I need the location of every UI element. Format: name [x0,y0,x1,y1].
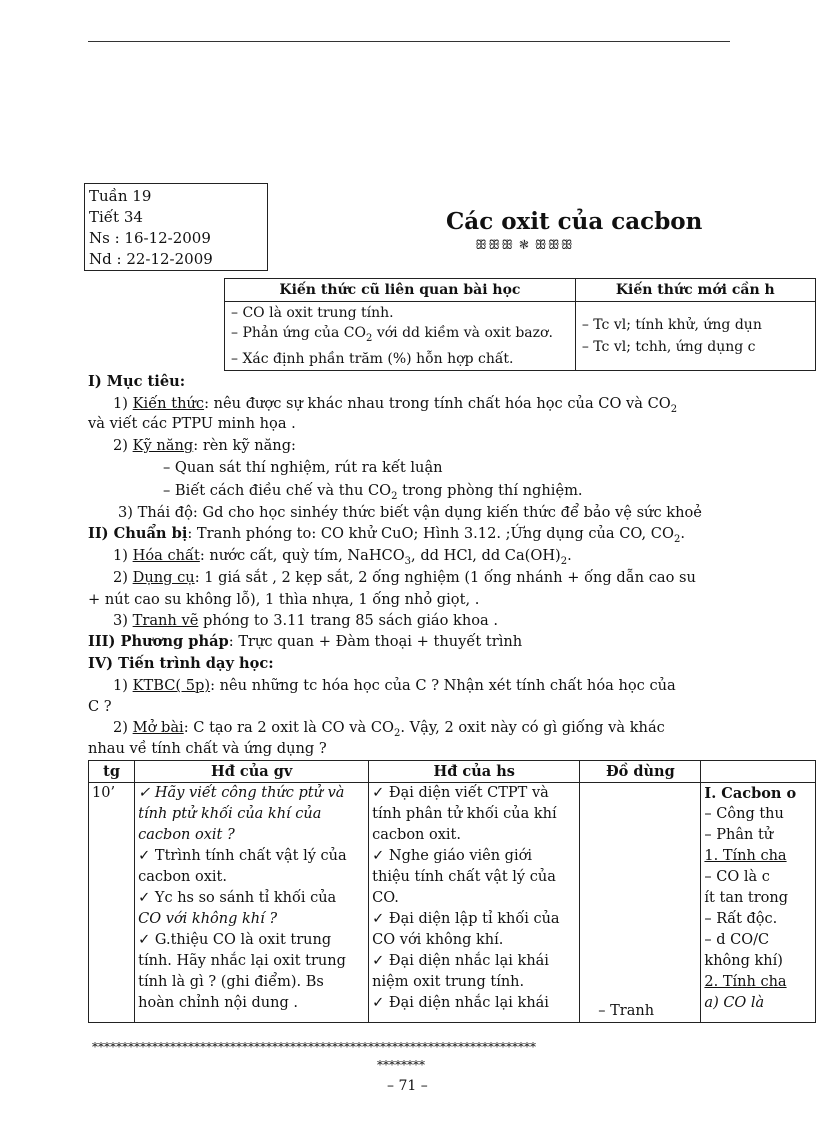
old-knowledge-line: – Xác định phần trăm (%) hỗn hợp chất. [231,350,514,367]
col-header-time: tg [89,761,135,783]
page-number: – 71 – [387,1078,428,1094]
content-line: không khí) [704,953,783,969]
section-objectives: I) Mục tiêu: [88,373,186,390]
objective-skills: 2) Kỹ năng: rèn kỹ năng: [113,437,296,454]
materials-cell: – Tranh [580,783,701,1023]
content-line: ít tan trong [704,890,789,906]
hs-line: thiệu tính chất vật lý của [372,869,556,885]
lesson-info-box [84,183,268,271]
gv-line: tính ptử khối của khí của [138,806,322,822]
week-label: Tuần 19 [89,187,152,205]
objective-attitude: 3) Thái độ: Gd cho học sinhéy thức biết vận dụng kiến thức để bảo vệ sức khoẻ [118,504,702,521]
content-line: – CO là c [704,869,770,885]
prep-pictures: 3) Tranh vẽ phóng to 3.11 trang 85 sách giáo khoa . [113,612,499,629]
old-knowledge-cell [225,302,576,371]
col-header-content [701,761,816,783]
content-line: 1. Tính cha [704,848,787,864]
content-line: – Phân tử [704,827,774,843]
gv-line: cacbon oxit ? [138,827,235,843]
footer-stars: ************************************************************************** [92,1040,536,1054]
nd-date: Nd : 22-12-2009 [89,250,213,268]
gv-line: cacbon oxit. [138,869,227,885]
process-review: 1) KTBC( 5p): nêu những tc hóa học của C ? Nhận xét tính chất hóa học của [113,677,676,694]
objective-knowledge-cont: và viết các PTPU minh họa . [88,415,296,432]
student-activity-cell [369,783,580,1023]
page-title: Các oxit của cacbon [446,208,703,235]
content-line: – Công thu [704,806,784,822]
content-cell [701,783,816,1023]
knowledge-table [224,278,816,371]
col-header-materials: Đồ dùng [580,761,701,783]
hs-line: CO với không khí. [372,932,504,948]
section-preparation: II) Chuẩn bị: Tranh phóng to: CO khử CuO; Hình 3.12. ;Ứng dụng của CO, $CO_2$. [88,525,685,545]
gv-line: ✓ G.thiệu CO là oxit trung [138,932,332,948]
gv-line: ✓ Ttrình tính chất vật lý của [138,848,347,864]
content-line: I. Cacbon o [704,785,797,802]
hs-line: ✓ Đại diện nhắc lại khái [372,995,549,1011]
activity-table [88,760,816,1023]
section-method: III) Phương pháp: Trực quan + Đàm thoại + thuyết trình [88,633,523,650]
time-cell: 10’ [89,783,135,1023]
hs-line: ✓ Nghe giáo viên giới [372,848,532,864]
hs-line: cacbon oxit. [372,827,461,843]
content-line: – d CO/C [704,932,770,948]
old-knowledge-header: Kiến thức cũ liên quan bài học [225,279,576,302]
objective-knowledge: 1) Kiến thức: nêu được sự khác nhau trong tính chất hóa học của CO và $CO_2$ [113,395,678,415]
skill-item: – Biết cách điều chế và thu $CO_2$ trong phòng thí nghiệm. [163,482,583,502]
section-process: IV) Tiến trình dạy học: [88,655,274,672]
skill-item: – Quan sát thí nghiệm, rút ra kết luận [163,459,443,476]
col-header-teacher: Hđ của gv [135,761,369,783]
gv-line: tính là gì ? (ghi điểm). Bs [138,974,324,990]
new-knowledge-line: – Tc vl; tchh, ứng dụng c [581,338,756,355]
old-knowledge-line: – CO là oxit trung tính. [231,305,394,321]
prep-tools: 2) Dụng cụ: 1 giá sắt , 2 kẹp sắt, 2 ống nghiệm (1 ống nhánh + ống dẫn cao su [113,569,696,586]
new-knowledge-header: Kiến thức mới cần h [575,279,815,302]
hs-line: ✓ Đại diện viết CTPT và [372,785,549,801]
content-line: – Rất độc. [704,911,778,927]
title-ornament: ꕥꕥꕥ ❃ ꕥꕥꕥ [475,238,574,253]
top-rule [88,41,730,42]
prep-chemicals: 1) Hóa chất: nước cất, quỳ tím, NaHCO$_3$, dd HCl, dd $Ca(OH)_2$. [113,547,572,567]
footer-stars-2: ******** [377,1058,425,1072]
hs-line: ✓ Đại diện lập tỉ khối của [372,911,560,927]
hs-line: niệm oxit trung tính. [372,974,525,990]
teacher-activity-cell [135,783,369,1023]
gv-line: ✓ Hãy viết công thức ptử và [138,785,345,801]
ns-date: Ns : 16-12-2009 [89,229,211,247]
hs-line: ✓ Đại diện nhắc lại khái [372,953,549,969]
gv-line: tính. Hãy nhắc lại oxit trung [138,953,346,969]
old-knowledge-line: – Phản ứng của $CO_2$ với dd kiềm và oxit bazơ. [231,325,553,344]
process-review-cont: C ? [88,698,112,715]
content-line: a) CO là [704,995,765,1011]
process-intro: 2) Mở bài: C tạo ra 2 oxit là CO và $CO_2$. Vậy, 2 oxit này có gì giống và khác [113,719,665,739]
hs-line: CO. [372,890,399,906]
col-header-student: Hđ của hs [369,761,580,783]
process-intro-cont: nhau về tính chất và ứng dụng ? [88,740,327,757]
gv-line: ✓ Yc hs so sánh tỉ khối của [138,890,337,906]
prep-tools-cont: + nút cao su không lỗ), 1 thìa nhựa, 1 ống nhỏ giọt, . [88,591,480,608]
content-line: 2. Tính cha [704,974,787,990]
new-knowledge-cell [575,302,815,371]
gv-line: CO với không khí ? [138,911,278,927]
gv-line: hoàn chỉnh nội dung . [138,995,298,1011]
hs-line: tính phân tử khối của khí [372,806,557,822]
new-knowledge-line: – Tc vl; tính khử, ứng dụn [581,316,762,333]
period-label: Tiết 34 [89,208,143,226]
